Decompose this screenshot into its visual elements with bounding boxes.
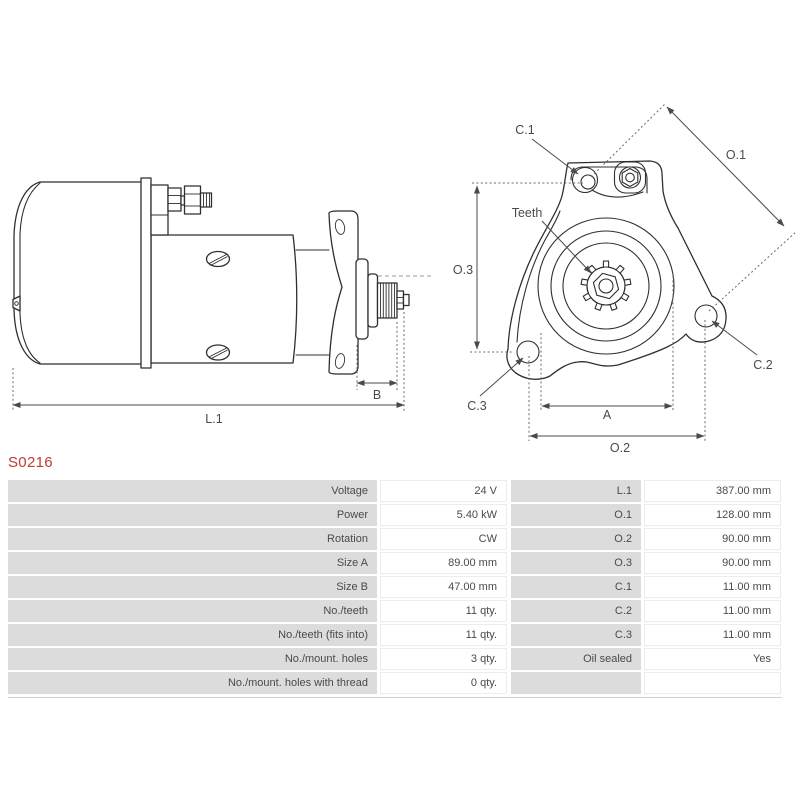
spec-label: L.1: [511, 480, 641, 502]
dim-label-b: B: [372, 388, 382, 402]
table-row: [8, 648, 782, 670]
spec-label: O.1: [511, 504, 641, 526]
spec-value: 11.00 mm: [644, 600, 781, 622]
table-row: [8, 552, 782, 574]
spec-value: 90.00 mm: [644, 528, 781, 550]
spec-table: [8, 480, 782, 698]
spec-value: 0 qty.: [380, 672, 507, 694]
table-row: [8, 480, 782, 502]
side-view-drawing: [13, 178, 433, 426]
dim-label-l1: L.1: [205, 412, 223, 426]
spec-label: No./teeth: [8, 600, 377, 622]
spec-label: Rotation: [8, 528, 377, 550]
spec-label: C.2: [511, 600, 641, 622]
spec-label: Power: [8, 504, 377, 526]
spec-label: Voltage: [8, 480, 377, 502]
spec-value: 11 qty.: [380, 600, 507, 622]
spec-label: C.3: [511, 624, 641, 646]
spec-value: 387.00 mm: [644, 480, 781, 502]
dim-label-o1: O.1: [725, 148, 747, 162]
spec-label: C.1: [511, 576, 641, 598]
spec-value: 3 qty.: [380, 648, 507, 670]
spec-value: 11.00 mm: [644, 576, 781, 598]
dim-label-c1: C.1: [515, 123, 535, 137]
spec-value: Yes: [644, 648, 781, 670]
spec-label: Oil sealed: [511, 648, 641, 670]
spec-label: O.3: [511, 552, 641, 574]
spec-value: 5.40 kW: [380, 504, 507, 526]
spec-label: No./mount. holes: [8, 648, 377, 670]
spec-label: [511, 672, 641, 694]
spec-label: No./teeth (fits into): [8, 624, 377, 646]
dim-label-teeth: Teeth: [511, 206, 543, 220]
table-row: [8, 504, 782, 526]
dim-label-c3: C.3: [467, 399, 487, 413]
product-code: S0216: [8, 454, 53, 471]
spec-label: Size A: [8, 552, 377, 574]
dim-label-a: A: [602, 408, 612, 422]
spec-value: [644, 672, 781, 694]
spec-value: 128.00 mm: [644, 504, 781, 526]
table-row: [8, 600, 782, 622]
spec-label: Size B: [8, 576, 377, 598]
spec-label: O.2: [511, 528, 641, 550]
spec-value: 47.00 mm: [380, 576, 507, 598]
spec-value: CW: [380, 528, 507, 550]
spec-value: 89.00 mm: [380, 552, 507, 574]
table-row: [8, 528, 782, 550]
dim-label-c2: C.2: [753, 358, 773, 372]
spec-value: 11 qty.: [380, 624, 507, 646]
spec-label: No./mount. holes with thread: [8, 672, 377, 694]
table-row: [8, 576, 782, 598]
spec-value: 11.00 mm: [644, 624, 781, 646]
dim-label-o2: O.2: [609, 441, 631, 455]
table-row: [8, 624, 782, 646]
table-row: [8, 672, 782, 694]
spec-value: 90.00 mm: [644, 552, 781, 574]
dim-label-o3: O.3: [452, 263, 474, 277]
front-view-drawing: [453, 104, 797, 455]
spec-value: 24 V: [380, 480, 507, 502]
